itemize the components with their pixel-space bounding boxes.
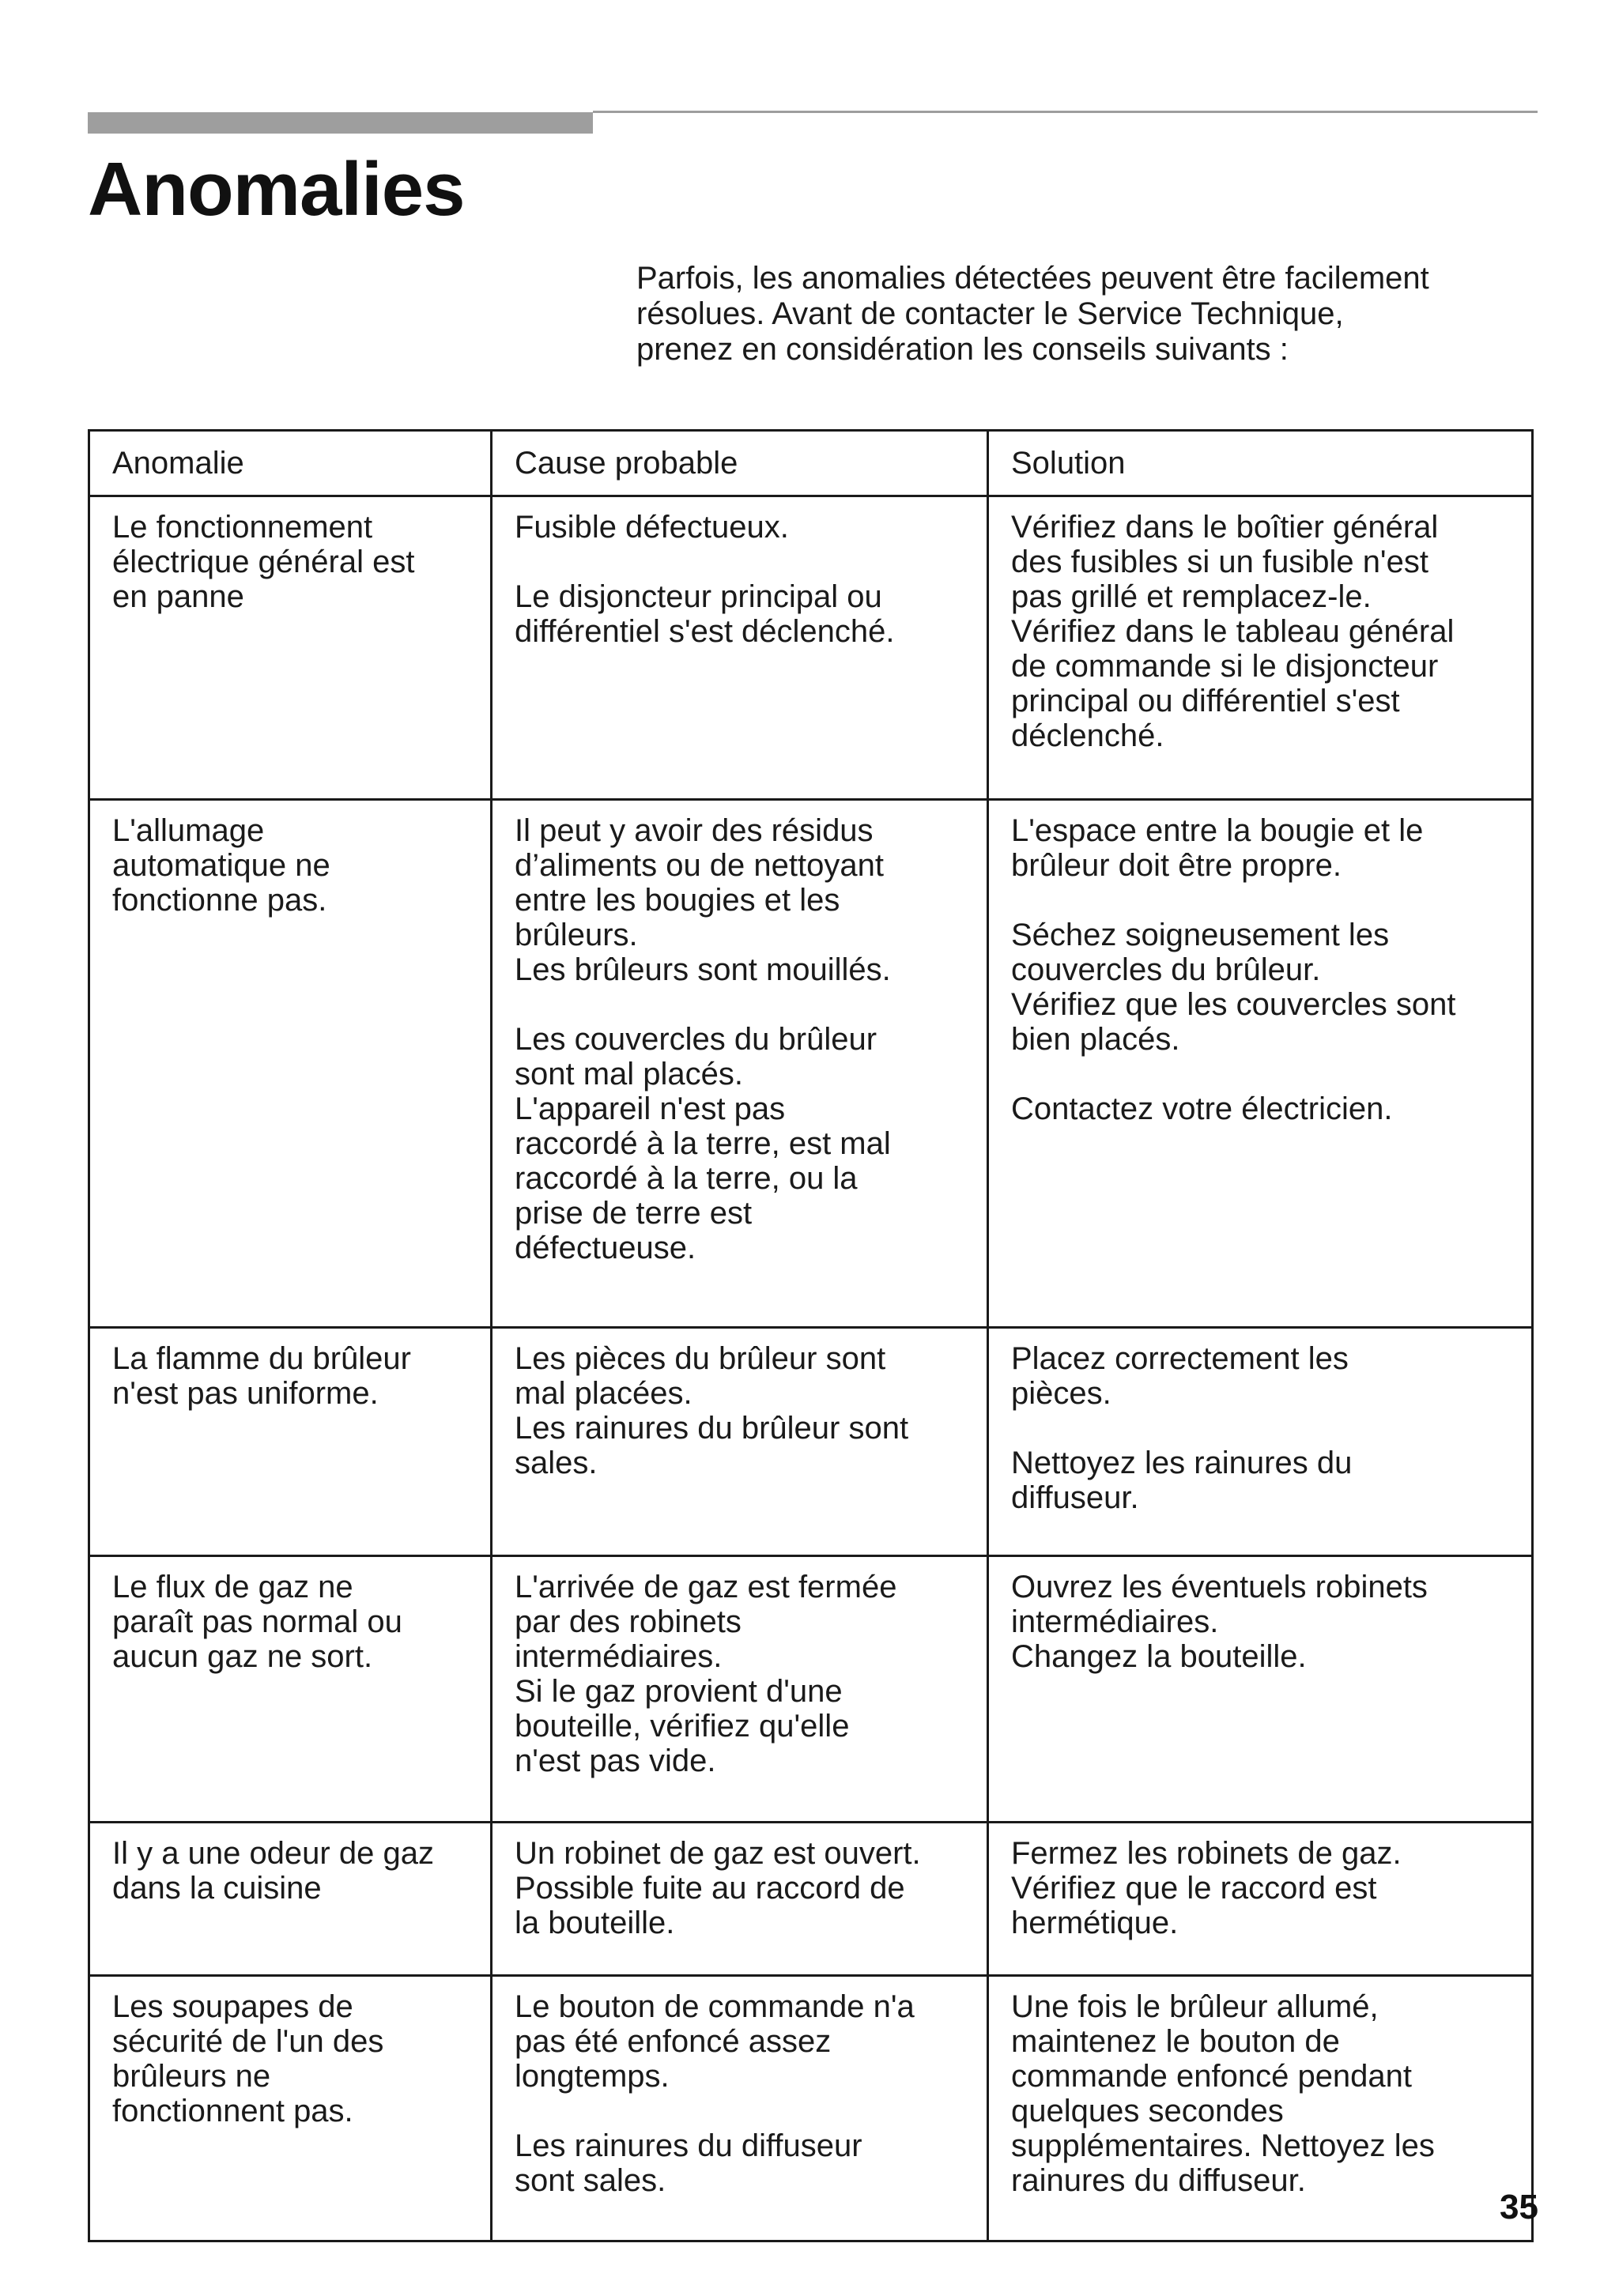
- cell-text-line: Possible fuite au raccord de: [515, 1871, 905, 1906]
- cell-text-line: L'espace entre la bougie et le: [1011, 813, 1424, 848]
- cell-text-line: fonctionne pas.: [112, 883, 327, 918]
- table-row: [89, 1823, 1533, 1976]
- cell-text-line: Un robinet de gaz est ouvert.: [515, 1836, 921, 1871]
- cell-text-line: brûleurs ne: [112, 2059, 271, 2094]
- cell-text-line: en panne: [112, 579, 244, 614]
- cell-text-line: de commande si le disjoncteur: [1011, 649, 1439, 684]
- header-solution: Solution: [988, 431, 1533, 496]
- cell-text-line: sont mal placés.: [515, 1057, 744, 1091]
- cell-text-line: La flamme du brûleur: [112, 1341, 411, 1376]
- cell-text-line: pièces.: [1011, 1376, 1111, 1411]
- intro-line: résolues. Avant de contacter le Service Technique,: [636, 296, 1344, 331]
- cell-cause: [492, 800, 988, 1328]
- cell-text-line: automatique ne: [112, 848, 330, 883]
- cell-text-line: fonctionnent pas.: [112, 2094, 353, 2128]
- cell-text-line: hermétique.: [1011, 1906, 1179, 1940]
- intro-paragraph: [636, 261, 1553, 368]
- cell-text-line: Les brûleurs sont mouillés.: [515, 952, 891, 987]
- cell-text-line: sales.: [515, 1446, 598, 1480]
- cell-text-line: L'appareil n'est pas: [515, 1091, 786, 1126]
- cell-text-line: prise de terre est: [515, 1196, 753, 1231]
- cell-solution: [988, 496, 1533, 800]
- cell-text-line: mal placées.: [515, 1376, 693, 1411]
- cell-text-line: Le flux de gaz ne: [112, 1570, 353, 1604]
- cell-text-line: Il peut y avoir des résidus: [515, 813, 874, 848]
- cell-text-line: n'est pas uniforme.: [112, 1376, 379, 1411]
- cell-anomalie: [89, 496, 492, 800]
- cell-text-line: longtemps.: [515, 2059, 670, 2094]
- table-row: [89, 800, 1533, 1328]
- cell-text-line: raccordé à la terre, ou la: [515, 1161, 858, 1196]
- cell-text-line: Le fonctionnement: [112, 510, 373, 545]
- cell-text-line: brûleur doit être propre.: [1011, 848, 1342, 883]
- cell-text-line: Le bouton de commande n'a: [515, 1989, 915, 2024]
- cell-text-line: aucun gaz ne sort.: [112, 1639, 373, 1674]
- cell-text-line: Fermez les robinets de gaz.: [1011, 1836, 1402, 1871]
- cell-text-line: Fusible défectueux.: [515, 510, 789, 545]
- cell-text-line: déclenché.: [1011, 718, 1164, 753]
- cell-text-line: pas été enfoncé assez: [515, 2024, 832, 2059]
- cell-text-line: Les pièces du brûleur sont: [515, 1341, 886, 1376]
- table-header-row: [89, 431, 1533, 496]
- cell-text-line: maintenez le bouton de: [1011, 2024, 1340, 2059]
- cell-text-line: Le disjoncteur principal ou: [515, 579, 882, 614]
- cell-text-line: sécurité de l'un des: [112, 2024, 384, 2059]
- cell-anomalie: [89, 1823, 492, 1976]
- cell-text-line: raccordé à la terre, est mal: [515, 1126, 891, 1161]
- cell-text-line: commande enfoncé pendant: [1011, 2059, 1413, 2094]
- cell-text-line: Une fois le brûleur allumé,: [1011, 1989, 1379, 2024]
- cell-text-line: Si le gaz provient d'une: [515, 1674, 843, 1709]
- cell-text-line: entre les bougies et les: [515, 883, 840, 918]
- cell-text-line: supplémentaires. Nettoyez les: [1011, 2128, 1435, 2163]
- cell-anomalie: [89, 1328, 492, 1556]
- cell-text-line: dans la cuisine: [112, 1871, 322, 1906]
- cell-text-line: Séchez soigneusement les: [1011, 918, 1390, 952]
- cell-text-line: électrique général est: [112, 545, 415, 579]
- table-row: [89, 496, 1533, 800]
- cell-cause: [492, 1328, 988, 1556]
- cell-text-line: Vérifiez que les couvercles sont: [1011, 987, 1456, 1022]
- cell-text-line: des fusibles si un fusible n'est: [1011, 545, 1428, 579]
- cell-text-line: Les rainures du diffuseur: [515, 2128, 862, 2163]
- cell-cause: [492, 1556, 988, 1823]
- cell-text-line: diffuseur.: [1011, 1480, 1139, 1515]
- cell-anomalie: [89, 800, 492, 1328]
- cell-solution: [988, 800, 1533, 1328]
- cell-text-line: pas grillé et remplacez-le.: [1011, 579, 1372, 614]
- cell-text-line: couvercles du brûleur.: [1011, 952, 1321, 987]
- cell-text-line: défectueuse.: [515, 1231, 696, 1265]
- cell-text-line: Nettoyez les rainures du: [1011, 1446, 1353, 1480]
- cell-text-line: intermédiaires.: [1011, 1604, 1219, 1639]
- cell-text-line: Changez la bouteille.: [1011, 1639, 1307, 1674]
- cell-text-line: Vérifiez dans le tableau général: [1011, 614, 1455, 649]
- cell-cause: [492, 1823, 988, 1976]
- cell-text-line: principal ou différentiel s'est: [1011, 684, 1400, 718]
- cell-text-line: par des robinets: [515, 1604, 742, 1639]
- cell-cause: [492, 496, 988, 800]
- cell-text-line: bouteille, vérifiez qu'elle: [515, 1709, 850, 1744]
- intro-line: prenez en considération les conseils suivants :: [636, 332, 1289, 367]
- cell-solution: [988, 1823, 1533, 1976]
- intro-line: Parfois, les anomalies détectées peuvent être facilement: [636, 261, 1429, 296]
- page-title: Anomalies: [88, 147, 465, 232]
- header-rule-thick: [88, 112, 593, 134]
- cell-text-line: brûleurs.: [515, 918, 638, 952]
- cell-anomalie: [89, 1556, 492, 1823]
- cell-text-line: n'est pas vide.: [515, 1744, 716, 1778]
- cell-text-line: la bouteille.: [515, 1906, 675, 1940]
- cell-text-line: Placez correctement les: [1011, 1341, 1349, 1376]
- cell-text-line: différentiel s'est déclenché.: [515, 614, 895, 649]
- cell-solution: [988, 1328, 1533, 1556]
- header-cause: Cause probable: [492, 431, 988, 496]
- page-number: 35: [1500, 2188, 1538, 2226]
- cell-text-line: Vérifiez que le raccord est: [1011, 1871, 1377, 1906]
- cell-text-line: bien placés.: [1011, 1022, 1180, 1057]
- cell-text-line: L'allumage: [112, 813, 265, 848]
- cell-cause: [492, 1976, 988, 2241]
- table-row: [89, 1556, 1533, 1823]
- cell-text-line: Il y a une odeur de gaz: [112, 1836, 434, 1871]
- header-rule-thin: [593, 111, 1538, 113]
- cell-text-line: Les rainures du brûleur sont: [515, 1411, 909, 1446]
- cell-text-line: d’aliments ou de nettoyant: [515, 848, 884, 883]
- troubleshooting-table: [88, 429, 1534, 2242]
- table-row: [89, 1328, 1533, 1556]
- cell-anomalie: [89, 1976, 492, 2241]
- cell-solution: [988, 1976, 1533, 2241]
- cell-text-line: rainures du diffuseur.: [1011, 2163, 1306, 2198]
- cell-text-line: intermédiaires.: [515, 1639, 723, 1674]
- cell-text-line: Les couvercles du brûleur: [515, 1022, 877, 1057]
- cell-text-line: paraît pas normal ou: [112, 1604, 402, 1639]
- table-row: [89, 1976, 1533, 2241]
- cell-text-line: Les soupapes de: [112, 1989, 353, 2024]
- cell-text-line: Ouvrez les éventuels robinets: [1011, 1570, 1428, 1604]
- cell-solution: [988, 1556, 1533, 1823]
- cell-text-line: quelques secondes: [1011, 2094, 1284, 2128]
- cell-text-line: Vérifiez dans le boîtier général: [1011, 510, 1439, 545]
- cell-text-line: L'arrivée de gaz est fermée: [515, 1570, 897, 1604]
- header-anomalie: Anomalie: [89, 431, 492, 496]
- cell-text-line: Contactez votre électricien.: [1011, 1091, 1393, 1126]
- cell-text-line: sont sales.: [515, 2163, 666, 2198]
